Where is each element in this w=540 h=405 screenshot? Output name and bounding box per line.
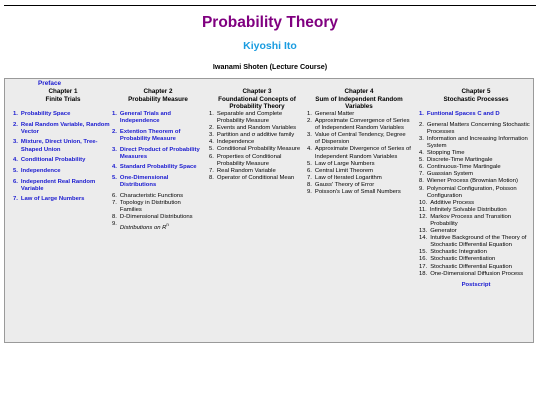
chapter-4-items [307,111,411,196]
item-number: 4. [13,157,18,164]
list-item [112,221,204,232]
item-number: 4. [209,139,214,146]
item-number: 7. [13,196,18,203]
chapter-4-title: Sum of Independent Random Variables [315,95,403,111]
list-item[interactable] [13,168,113,175]
item-number: 2. [13,121,18,128]
list-item [419,264,533,271]
section-link[interactable]: Direct Product of Probability Measures [119,146,200,160]
list-item[interactable] [112,111,204,125]
section-link[interactable]: Extention Theorem of Probability Measure [119,128,181,142]
list-item [209,146,305,153]
section-text: Partition and σ additive family [216,132,295,139]
section-link[interactable]: Real Random Variable, Random Vector [20,121,110,135]
section-text: Stochastic Integration [430,249,487,256]
item-number: 8. [112,214,117,221]
list-item[interactable] [112,129,204,143]
chapter-4-label: Chapter 4 [344,88,374,95]
section-text: Polynomial Configuration, Poisson Configuration [426,185,517,199]
section-link[interactable]: Funtional Spaces C and D [426,111,500,117]
item-number: 7. [112,199,117,206]
list-item [307,182,411,189]
chapter-2-column [112,88,204,232]
section-text: Real Random Variable [216,167,276,174]
section-text: Poisson's Law of Small Numbers [314,189,401,196]
section-link[interactable]: Independence [20,167,61,174]
list-item[interactable] [13,111,113,118]
chapter-1-label: Chapter 1 [48,88,78,95]
list-item[interactable] [13,179,113,193]
item-number: 13. [419,228,428,235]
item-number: 4. [419,150,424,157]
item-number: 2. [307,118,312,125]
item-number: 9. [112,221,117,228]
item-number: 3. [307,132,312,139]
section-link[interactable]: Law of Large Numbers [20,196,85,203]
section-text: Independence [216,139,255,146]
item-number: 3. [419,135,424,142]
list-item [419,164,533,171]
list-item [307,161,411,168]
section-text: Infinitely Solvable Distribution [429,206,507,213]
section-text: Wiener Process (Brownian Motion) [426,178,518,185]
top-rule [4,5,536,6]
chapter-2-plain-items [112,193,204,232]
item-number: 7. [419,171,424,178]
section-text: Intuitive Background of the Theory of Stochastic Differential Equation [430,235,527,249]
list-item [419,249,533,256]
item-number: 6. [112,192,117,199]
list-item[interactable] [112,175,204,189]
chapter-4-heading [307,88,411,111]
section-link[interactable]: Mixture, Direct Union, Tree-Shaped Union [20,139,98,153]
list-item[interactable] [112,164,204,171]
postscript-link[interactable]: Postscript [461,281,491,288]
item-number: 1. [419,111,424,117]
page-title: Probability Theory [201,14,339,31]
list-item [419,122,533,136]
section-link[interactable]: Probability Space [20,111,71,117]
section-text: One-Dimensional Diffusion Process [430,270,524,277]
list-item [209,175,305,182]
item-number: 8. [419,178,424,185]
section-text: Approximate Convergence of Series of Independent Random Variables [314,118,410,132]
item-number: 5. [209,146,214,153]
chapter-1-title: Finite Trials [45,95,81,103]
section-text: Generator [430,228,457,235]
list-item [307,175,411,182]
list-item [419,157,533,164]
chapter-5-items [419,122,533,278]
list-item [419,256,533,263]
item-number: 6. [419,164,424,171]
item-number: 3. [209,132,214,139]
list-item [419,171,533,178]
chapter-1-heading [13,88,113,111]
item-number: 16. [419,256,428,263]
section-text: Gauss' Theory of Error [314,181,375,188]
chapter-3-title: Foundational Concepts of Probability Theory [218,95,296,111]
list-item [419,136,533,150]
list-item [419,228,533,235]
item-number: 7. [307,174,312,181]
chapter-2-title: Probability Measure [128,95,188,103]
author-name: Kiyoshi Ito [243,40,297,52]
list-item[interactable] [112,147,204,161]
section-text: Discrete-Time Martingale [426,157,493,164]
list-item [209,139,305,146]
item-number: 15. [419,249,428,256]
section-text: Properties of Conditional Probability Measure [216,153,282,167]
section-text: Central Limit Theorem [314,167,374,174]
preface-link[interactable]: Preface [38,80,62,87]
chapter-5-title: Stochastic Processes [443,95,509,103]
chapter-1-column [13,88,113,207]
section-text: Additive Process [430,199,475,206]
item-number: 3. [13,139,18,146]
section-link[interactable]: General Trials and Independence [119,111,171,125]
item-number: 5. [13,167,18,174]
chapter-5-first-item [419,111,533,118]
list-item[interactable] [419,111,533,118]
list-item [307,111,411,118]
list-item [209,132,305,139]
item-number: 6. [13,178,18,185]
item-number: 2. [419,121,424,128]
item-number: 1. [13,111,18,117]
section-text: Guassian System [426,171,474,178]
chapter-2-label: Chapter 2 [143,88,173,95]
chapter-3-label: Chapter 3 [242,88,272,95]
item-number: 9. [307,189,312,196]
list-item [209,111,305,125]
item-number: 5. [112,175,117,182]
list-item [209,168,305,175]
list-item [419,214,533,228]
section-text: General Matters Concerning Stochastic Processes [426,121,530,135]
item-number: 6. [209,153,214,160]
section-text: Law of Iterated Logarithm [314,174,382,181]
section-text: Law of Large Numbers [314,160,375,167]
list-item[interactable] [13,196,113,203]
section-link[interactable]: One-Dimensional Distributions [119,175,169,189]
section-link[interactable]: Conditional Probability [20,157,86,164]
item-number: 8. [209,174,214,181]
item-number: 6. [307,167,312,174]
item-number: 3. [112,146,117,153]
item-number: 2. [112,128,117,135]
section-text: Stochastic Differentiation [430,256,496,263]
section-text: Markov Process and Transition Probability [430,213,512,227]
list-item [112,193,204,200]
section-text: Events and Random Variables [216,125,297,132]
section-text: Distributions on R [119,225,167,232]
list-item [419,200,533,207]
list-item [307,118,411,132]
section-text: Conditional Probability Measure [216,146,301,153]
chapter-2-items [112,111,204,189]
list-item [307,146,411,160]
list-item [419,178,533,185]
item-number: 1. [307,111,312,117]
list-item [419,207,533,214]
list-item [209,125,305,132]
superscript-n: n [166,222,169,228]
list-item [112,214,204,221]
item-number: 1. [209,111,214,117]
item-number: 7. [209,167,214,174]
list-item [307,132,411,146]
item-number: 10. [419,199,428,206]
item-number: 9. [419,185,424,192]
section-text: Information and Increasing Information System [426,135,528,149]
item-number: 18. [419,270,428,277]
publisher-line: Iwanami Shoten (Lecture Course) [212,62,328,71]
section-text: Value of Central Tendency, Degree of Dispersion [314,132,406,146]
item-number: 5. [419,157,424,164]
section-text: Stopping Time [426,150,465,157]
list-item [419,271,533,278]
item-number: 14. [419,235,428,242]
list-item [419,235,533,249]
item-number: 11. [419,206,427,213]
list-item [307,168,411,175]
list-item[interactable] [13,157,113,164]
section-text: Separable and Complete Probability Measure [216,111,283,125]
list-item[interactable] [13,122,113,136]
list-item[interactable] [13,139,113,153]
item-number: 4. [112,164,117,171]
chapter-3-items [209,111,305,182]
chapter-1-items [13,111,113,204]
chapter-5-heading [419,88,533,111]
section-text: Approximate Divergence of Series of Independent Random Variables [314,146,411,160]
chapter-2-heading [112,88,204,111]
item-number: 2. [209,125,214,132]
chapter-5-column [419,88,533,289]
section-text: Operator of Conditional Mean [216,174,295,181]
section-text: Continuous-Time Martingale [426,164,501,171]
section-text: Characteristic Functions [119,192,184,199]
chapter-3-heading [209,88,305,111]
item-number: 8. [307,181,312,188]
item-number: 1. [112,111,117,117]
item-number: 12. [419,213,428,220]
list-item [209,154,305,168]
section-text: D-Dimensional Distributions [119,214,193,221]
section-text: Topology in Distribution Families [119,199,181,213]
list-item [419,186,533,200]
section-link[interactable]: Independent Real Random Variable [20,178,96,192]
chapter-3-column [209,88,305,182]
item-number: 5. [307,160,312,167]
contents-panel [4,78,534,343]
list-item [419,150,533,157]
section-text: Stochastic Differential Equation [430,263,512,270]
item-number: 17. [419,263,428,270]
section-text: General Matter [314,111,355,117]
list-item [307,189,411,196]
item-number: 4. [307,146,312,153]
list-item [112,200,204,214]
chapter-5-label: Chapter 5 [461,88,491,95]
section-link[interactable]: Standard Probability Space [119,164,197,171]
chapter-4-column [307,88,411,196]
